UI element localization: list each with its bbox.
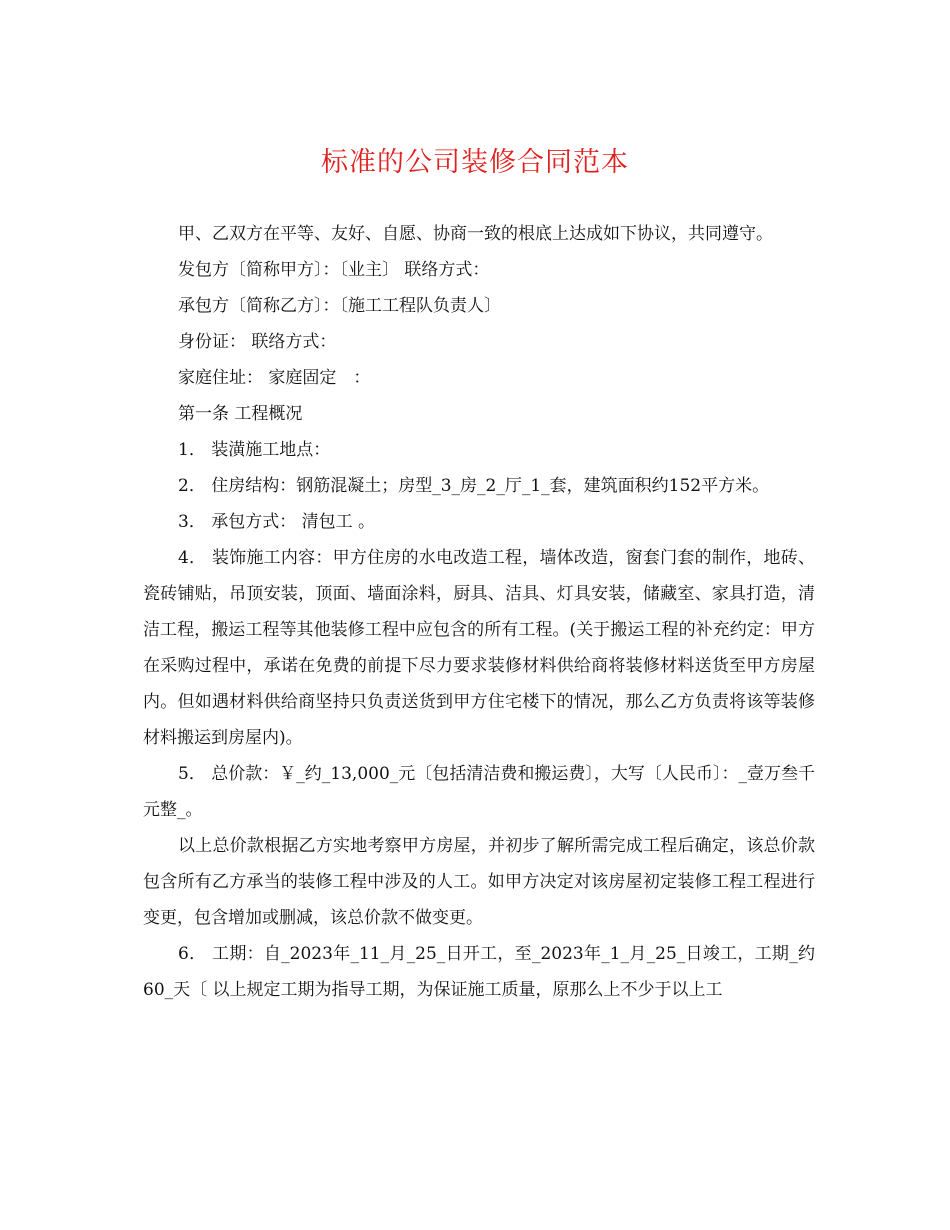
paragraph-party-a: 发包方〔简称甲方〕：〔业主〕 联络方式： (178, 260, 490, 280)
clause-4-content: 4． 装饰施工内容：甲方住房的水电改造工程，墙体改造，窗套门套的制作，地砖、瓷砖铺贴，吊顶安装，顶面、墙面涂料，厨具、洁具、灯具安装，储藏室、家具打造，清洁工程，搬运工程等其他装修工程中应包含的所有工程。(关于搬运工程的补充约定：甲方在采购过程中，承诺在免费的前提下尽力要求装修材料供给商将装修材料送货至甲方房屋内。但如遇材料供给商坚持只负责送货到甲方住宅楼下的情况，那么乙方负责将该等装修材料搬运到房屋内)。 (143, 548, 815, 748)
document-body (143, 216, 815, 1008)
article-1-heading: 第一条 工程概况 (178, 404, 303, 424)
paragraph-address: 家庭住址： 家庭固定 ： (178, 368, 371, 388)
document-title: 标准的公司装修合同范本 (321, 147, 629, 178)
clause-5-price: 5． 总价款：￥_约_13,000_元〔包括清洁费和搬运费〕，大写〔人民币〕：_壹万叁千元整_。 (143, 764, 815, 820)
clause-3-contract-type: 3． 承包方式： 清包工 。 (178, 512, 376, 532)
clause-6-schedule: 6． 工期：自_2023年_11_月_25_日开工，至_2023年_1_月_25_日竣工，工期_约60_天〔 以上规定工期为指导工期，为保证施工质量，原那么上不少于以上工 (143, 944, 815, 1000)
paragraph-price-note: 以上总价款根据乙方实地考察甲方房屋，并初步了解所需完成工程后确定，该总价款包含所有乙方承当的装修工程中涉及的人工。如甲方决定对该房屋初定装修工程工程进行变更，包含增加或删减，该总价款不做变更。 (143, 836, 815, 928)
clause-1-location: 1． 装潢施工地点： (178, 440, 331, 460)
paragraph-id-card: 身份证： 联络方式： (178, 332, 337, 352)
paragraph-intro: 甲、乙双方在平等、友好、自愿、协商一致的根底上达成如下协议，共同遵守。 (178, 224, 773, 244)
clause-2-structure: 2． 住房结构：钢筋混凝土；房型_3_房_2_厅_1_套，建筑面积约152平方米。 (178, 476, 770, 496)
paragraph-party-b: 承包方〔简称乙方〕：〔施工工程队负责人〕 (178, 296, 501, 316)
